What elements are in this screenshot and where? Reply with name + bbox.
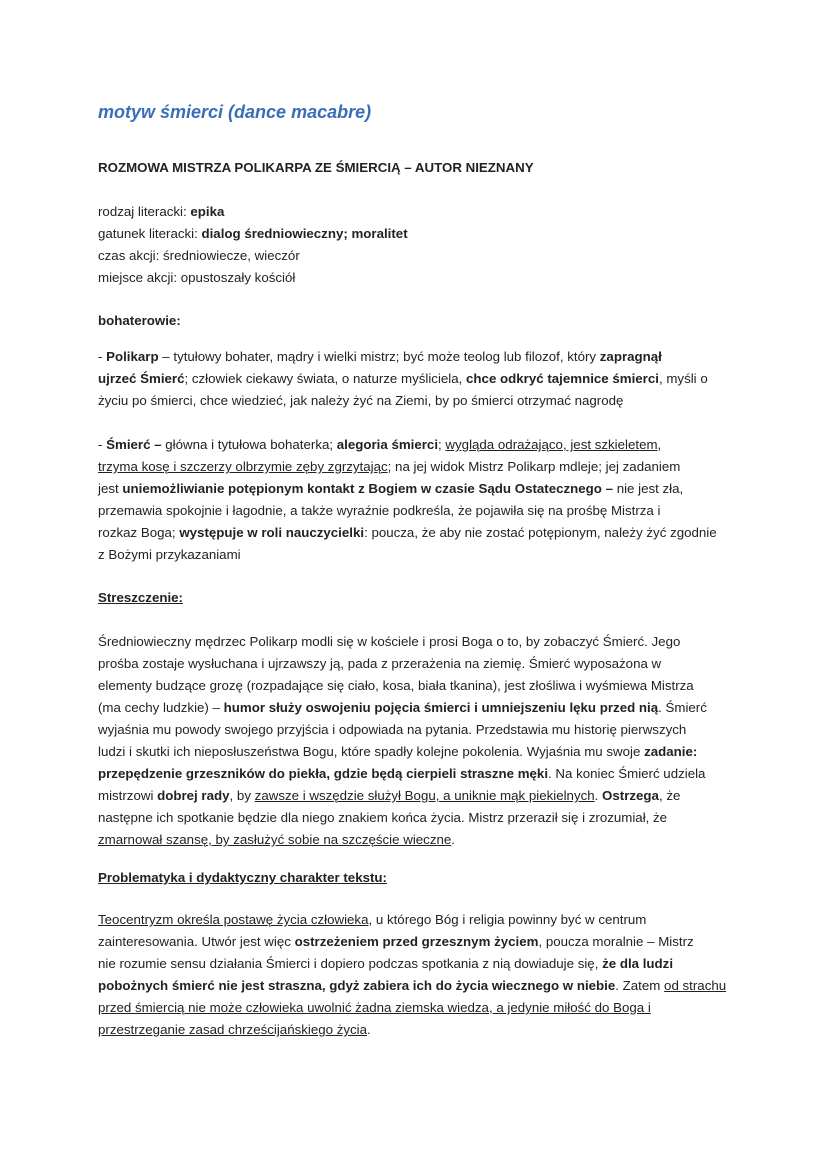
- underlined-text: od strachu: [664, 978, 727, 993]
- text-line: [98, 675, 734, 697]
- text-run: jest: [98, 481, 123, 496]
- character-polikarp: [98, 346, 734, 412]
- text-run: : poucza, że aby nie zostać potępionym, należy żyć zgodnie: [364, 525, 717, 540]
- bold-text: Śmierć –: [106, 437, 162, 452]
- text-run: przemawia spokojnie i łagodnie, a także wyraźnie podkreśla, że pojawiła się na prośbę Mistrza i: [98, 503, 661, 518]
- text-run: ;: [438, 437, 446, 452]
- bold-text: występuje w roli nauczycielki: [179, 525, 365, 540]
- work-info: [98, 201, 734, 289]
- bold-text: chce odkryć tajemnice śmierci: [466, 371, 659, 386]
- text-run: elementy budzące grozę (rozpadające się ciało, kosa, biała tkanina), jest złośliwa i wyśmiewa Mistrza: [98, 678, 694, 693]
- bold-text: zadanie:: [644, 744, 698, 759]
- text-line: [98, 953, 734, 975]
- text-line: [98, 346, 734, 368]
- text-line: [98, 741, 734, 763]
- text-run: mistrzowi: [98, 788, 158, 803]
- underlined-text: przestrzeganie zasad chrześcijańskiego życia: [98, 1022, 368, 1037]
- text-line: [98, 997, 734, 1019]
- text-run: -: [98, 437, 107, 452]
- text-line: [98, 785, 734, 807]
- text-run: -: [98, 349, 107, 364]
- text-line: [98, 478, 734, 500]
- text-line: [98, 697, 734, 719]
- text-run: . Śmierć: [658, 700, 707, 715]
- info-line: [98, 245, 734, 267]
- text-line: [98, 719, 734, 741]
- text-run: .: [594, 788, 603, 803]
- info-label: rodzaj literacki:: [98, 204, 191, 219]
- text-line: [98, 763, 734, 785]
- text-run: .: [367, 1022, 371, 1037]
- underlined-text: wygląda odrażająco, jest szkieletem,: [445, 437, 662, 452]
- bold-text: że dla ludzi: [602, 956, 674, 971]
- text-run: nie rozumie sensu działania Śmierci i dopiero podczas spotkania z nią dowiaduje się,: [98, 956, 603, 971]
- bold-text: dobrej rady: [157, 788, 230, 803]
- text-line: [98, 522, 734, 544]
- text-run: (ma cechy ludzkie) –: [98, 700, 224, 715]
- bold-text: Ostrzega: [602, 788, 659, 803]
- text-line: [98, 631, 734, 653]
- text-run: następne ich spotkanie będzie dla niego znakiem końca życia. Mistrz przeraził się i zrozumiał, że: [98, 810, 668, 825]
- text-run: , myśli o: [658, 371, 708, 386]
- text-run: , by: [229, 788, 255, 803]
- info-label: gatunek literacki:: [98, 226, 202, 241]
- text-line: [98, 807, 734, 829]
- text-line: [98, 456, 734, 478]
- text-run: .: [451, 832, 455, 847]
- text-run: ; na jej widok Mistrz Polikarp mdleje; jej zadaniem: [387, 459, 681, 474]
- info-value: epika: [190, 204, 225, 219]
- text-run: zainteresowania. Utwór jest więc: [98, 934, 295, 949]
- info-value: średniowiecze, wieczór: [163, 248, 300, 263]
- underlined-text: trzyma kosę i szczerzy olbrzymie zęby zgrzytając: [98, 459, 388, 474]
- text-run: Średniowieczny mędrzec Polikarp modli się w kościele i prosi Boga o to, by zobaczyć Śmierć. Jego: [98, 634, 681, 649]
- text-run: . Na koniec Śmierć udziela: [548, 766, 706, 781]
- bold-text: uniemożliwianie potępionym kontakt z Bogiem w czasie Sądu Ostatecznego –: [122, 481, 613, 496]
- text-run: . Zatem: [615, 978, 665, 993]
- info-label: miejsce akcji:: [98, 270, 181, 285]
- text-run: życiu po śmierci, chce wiedzieć, jak należy żyć na Ziemi, by po śmierci otrzymać nagrodę: [98, 393, 624, 408]
- text-run: , poucza moralnie – Mistrz: [538, 934, 694, 949]
- text-line: [98, 829, 734, 851]
- bold-text: ostrzeżeniem przed grzesznym życiem: [294, 934, 539, 949]
- text-run: , u którego Bóg i religia powinny być w centrum: [368, 912, 647, 927]
- summary-heading: Streszczenie:: [98, 590, 183, 605]
- text-run: ludzi i skutki ich nieposłuszeństwa Bogu, które spadły kolejne pokolenia. Wyjaśnia mu swoje: [98, 744, 645, 759]
- text-line: [98, 909, 734, 931]
- text-line: [98, 434, 734, 456]
- text-run: prośba zostaje wysłuchana i ujrzawszy ją, pada z przerażenia na ziemię. Śmierć wyposażona w: [98, 656, 662, 671]
- underlined-text: przed śmiercią nie może człowieka uwolnić żadna ziemska wiedza, a jedynie miłość do Boga i: [98, 1000, 651, 1015]
- bold-text: przepędzenie grzeszników do piekła, gdzie będą cierpieli straszne męki: [98, 766, 549, 781]
- characters-heading: bohaterowie:: [98, 313, 181, 328]
- text-line: [98, 653, 734, 675]
- bold-text: alegoria śmierci: [336, 437, 439, 452]
- text-line: [98, 368, 734, 390]
- info-line: [98, 223, 734, 245]
- underlined-text: Teocentryzm określa postawę życia człowieka: [98, 912, 369, 927]
- character-smierc: [98, 434, 734, 566]
- info-line: [98, 201, 734, 223]
- bold-text: zapragnął: [599, 349, 662, 364]
- text-run: wyjaśnia mu powody swojego przyjścia i odpowiada na pytania. Przedstawia mu historię pierwszych: [98, 722, 687, 737]
- text-line: [98, 544, 734, 566]
- text-run: nie jest zła,: [613, 481, 684, 496]
- underlined-text: zmarnował szansę, by zasłużyć sobie na szczęście wieczne: [98, 832, 452, 847]
- summary-paragraph: [98, 631, 734, 851]
- underlined-text: zawsze i wszędzie służył Bogu, a uniknie mąk piekielnych: [254, 788, 595, 803]
- bold-text: humor służy oswojeniu pojęcia śmierci i umniejszeniu lęku przed nią: [223, 700, 659, 715]
- text-line: [98, 500, 734, 522]
- info-value: opustoszały kościół: [180, 270, 296, 285]
- info-line: [98, 267, 734, 289]
- text-run: ; człowiek ciekawy świata, o naturze myśliciela,: [184, 371, 467, 386]
- text-line: [98, 975, 734, 997]
- info-value: dialog średniowieczny; moralitet: [201, 226, 408, 241]
- problems-heading: Problematyka i dydaktyczny charakter tekstu:: [98, 870, 387, 885]
- text-run: główna i tytułowa bohaterka;: [161, 437, 337, 452]
- text-run: , że: [658, 788, 681, 803]
- text-line: [98, 931, 734, 953]
- text-run: – tytułowy bohater, mądry i wielki mistrz; być może teolog lub filozof, który: [158, 349, 600, 364]
- work-heading: ROZMOWA MISTRZA POLIKARPA ZE ŚMIERCIĄ – AUTOR NIEZNANY: [98, 160, 534, 175]
- problems-paragraph: [98, 909, 734, 1041]
- document-title: motyw śmierci (dance macabre): [98, 102, 372, 122]
- text-line: [98, 390, 734, 412]
- info-label: czas akcji:: [98, 248, 164, 263]
- bold-text: pobożnych śmierć nie jest straszna, gdyż zabiera ich do życia wiecznego w niebie: [98, 978, 616, 993]
- bold-text: ujrzeć Śmierć: [98, 371, 185, 386]
- text-line: [98, 1019, 734, 1041]
- text-run: z Bożymi przykazaniami: [98, 547, 241, 562]
- bold-text: Polikarp: [106, 349, 159, 364]
- text-run: rozkaz Boga;: [98, 525, 180, 540]
